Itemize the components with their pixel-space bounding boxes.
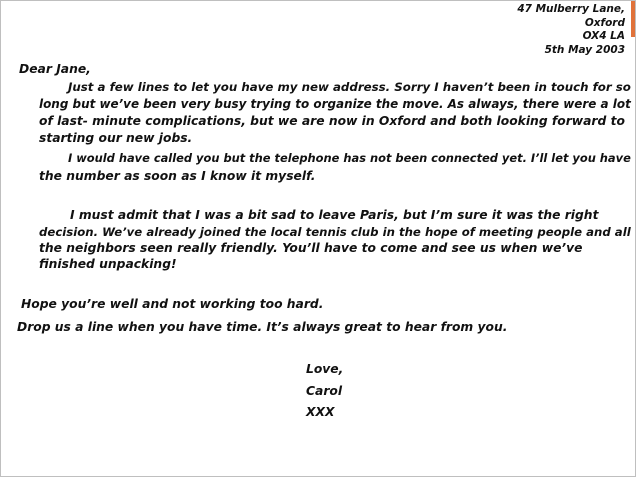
salutation: Dear Jane, xyxy=(19,62,91,76)
signoff-name: Carol xyxy=(306,384,343,398)
address-street: 47 Mulberry Lane, xyxy=(517,3,625,15)
paragraph3-line4: finished unpacking! xyxy=(39,257,177,271)
accent-bar xyxy=(631,1,635,37)
letter-date: 5th May 2003 xyxy=(544,43,625,56)
paragraph3-line2: decision. We’ve already joined the local tennis club in the hope of meeting people and all xyxy=(39,225,631,239)
paragraph1-line3: of last- minute complications, but we are now in Oxford and both looking forward to xyxy=(39,114,625,128)
paragraph1-line1: Just a few lines to let you have my new address. Sorry I haven’t been in touch for so xyxy=(68,80,631,94)
sender-address-block xyxy=(517,3,625,57)
paragraph1-line4: starting our new jobs. xyxy=(39,131,193,145)
signoff-kisses: XXX xyxy=(306,405,335,419)
paragraph1-line2: long but we’ve been very busy trying to organize the move. As always, there were a lot xyxy=(39,97,631,111)
paragraph2-line2: the number as soon as I know it myself. xyxy=(39,169,316,183)
address-postcode: OX4 LA xyxy=(582,30,625,42)
closing-line1: Hope you’re well and not working too hard. xyxy=(21,297,324,311)
address-city: Oxford xyxy=(584,16,625,29)
closing-line2: Drop us a line when you have time. It’s always great to hear from you. xyxy=(17,320,508,334)
paragraph3-line1: I must admit that I was a bit sad to leave Paris, but I’m sure it was the right xyxy=(70,208,599,222)
paragraph2-line1: I would have called you but the telephone has not been connected yet. I’ll let you have xyxy=(68,151,631,165)
paragraph3-line3: the neighbors seen really friendly. You’ll have to come and see us when we’ve xyxy=(39,241,583,255)
signoff-love: Love, xyxy=(306,362,344,376)
